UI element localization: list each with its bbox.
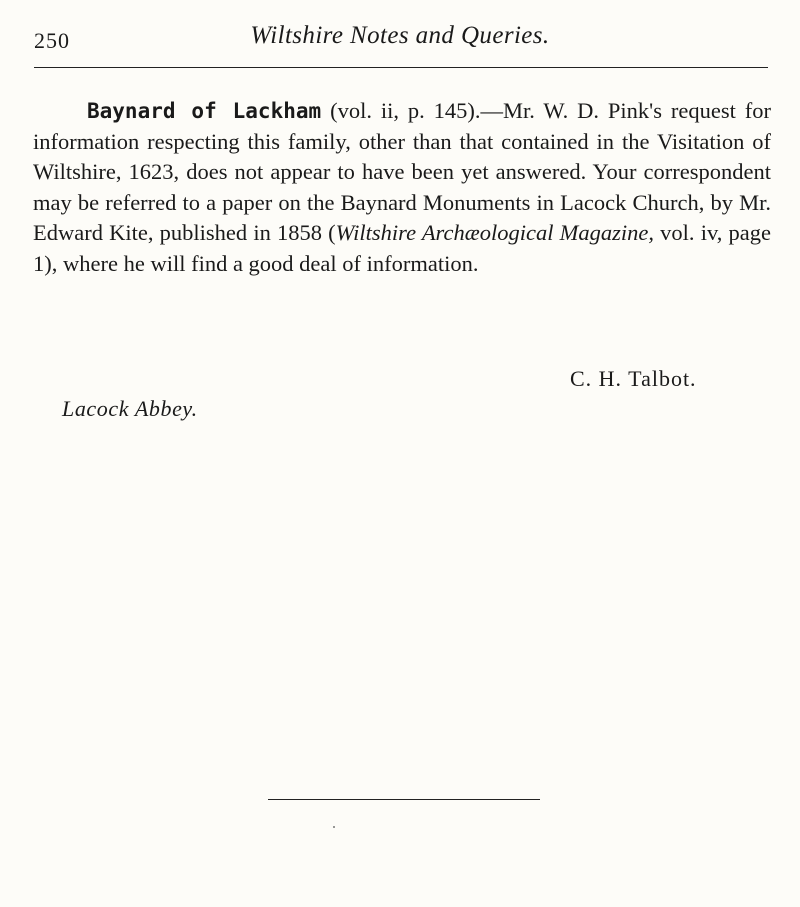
article-paragraph [33, 96, 771, 280]
author-signature: C. H. Talbot. [570, 366, 697, 391]
running-head [0, 20, 800, 60]
article-body-start: (vol. ii, p. 145).—Mr. W. D. Pink's request for information respecting this family, other than that contained in the Visitation of Wiltshire, 1623, does not appear to have been yet answered. Your correspondent may be referred to a paper on the Baynard Monuments in Lacock Church, by Mr. Edward Kite, published in 1858 ( [33, 98, 772, 246]
page-number: 250 [34, 28, 70, 53]
article-citation: Wiltshire Archæological Magazine, [335, 220, 654, 246]
article [33, 96, 771, 280]
author-location: Lacock Abbey. [62, 396, 198, 421]
article-body-end: vol. iv, page 1), where he will find a good deal of information. [33, 220, 772, 276]
section-end-rule [268, 799, 540, 800]
article-headword: Baynard of Lackham [87, 99, 322, 123]
header-rule [34, 67, 768, 68]
paper-speck [333, 826, 335, 828]
page-title: Wiltshire Notes and Queries. [250, 22, 550, 49]
